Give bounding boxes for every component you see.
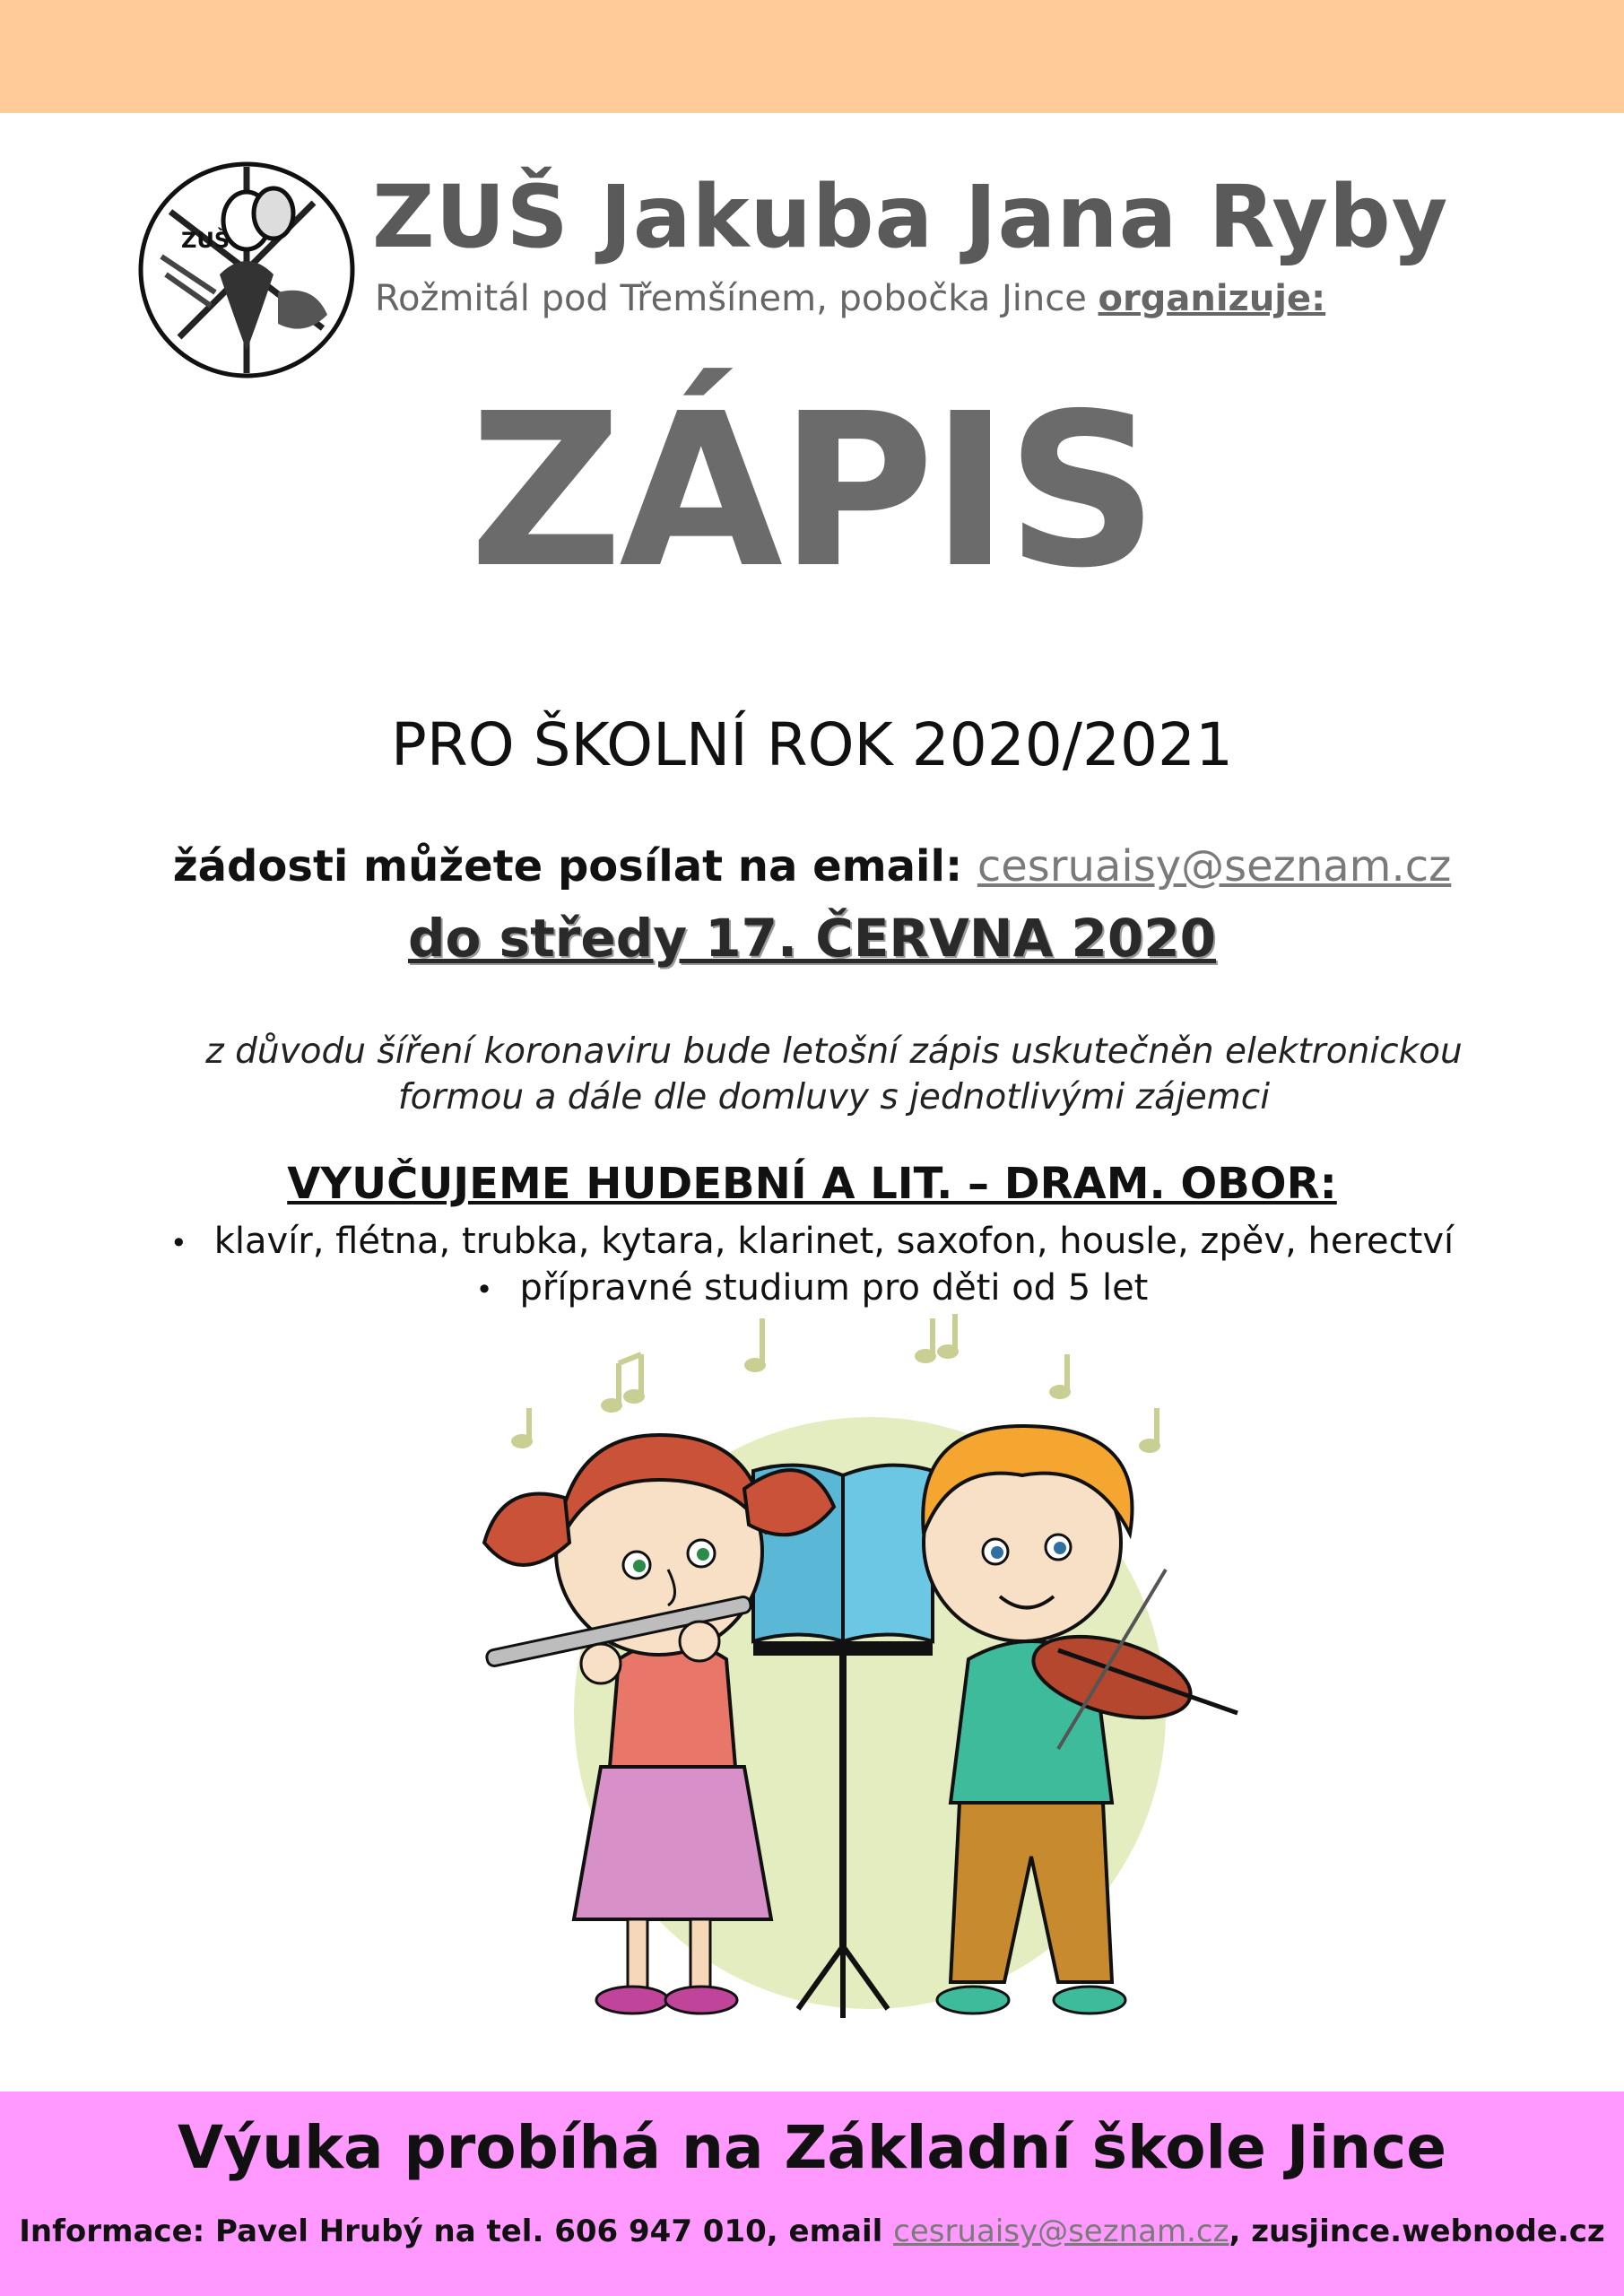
top-color-band <box>0 0 1624 113</box>
email-prompt: žádosti můžete posílat na email: <box>172 841 963 891</box>
email-line <box>0 841 1624 891</box>
note-line: z důvodu šíření koronaviru bude letošní zápis uskutečněn elektronickou <box>205 1031 1463 1072</box>
organizes-label: organizuje: <box>1098 278 1326 319</box>
page-title: ZÁPIS <box>469 368 1155 614</box>
deadline: do středy 17. ČERVNA 2020 <box>408 908 1216 969</box>
footer-separator: , <box>1229 2213 1241 2249</box>
footer-info <box>0 2213 1624 2249</box>
school-subtitle <box>375 278 1325 319</box>
footer-contact: Informace: Pavel Hrubý na tel. 606 947 010, email <box>19 2213 883 2249</box>
email-link[interactable]: cesruaisy@seznam.cz <box>977 841 1452 891</box>
school-year: PRO ŠKOLNÍ ROK 2020/2021 <box>391 710 1233 779</box>
subjects-heading: VYUČUJEME HUDEBNÍ A LIT. – DRAM. OBOR: <box>287 1159 1337 1209</box>
list-item: • klavír, flétna, trubka, kytara, klarinet, saxofon, housle, zpěv, herectví <box>0 1218 1624 1265</box>
school-logo-icon <box>135 158 359 382</box>
subjects-list <box>0 1218 1624 1311</box>
school-name: ZUŠ Jakuba Jana Ryby <box>372 167 1449 267</box>
footer-email-link[interactable]: cesruaisy@seznam.cz <box>893 2213 1229 2249</box>
covid-note <box>161 1030 1507 1120</box>
children-music-illustration <box>466 1300 1273 2036</box>
footer-title: Výuka probíhá na Základní škole Jince <box>178 2113 1446 2182</box>
svg-text:ZUŠ: ZUŠ <box>181 228 230 253</box>
school-location: Rožmitál pod Třemšínem, pobočka Jince <box>375 278 1087 319</box>
list-item: • přípravné studium pro děti od 5 let <box>0 1265 1624 1311</box>
footer-website-link[interactable]: zusjince.webnode.cz <box>1251 2213 1605 2249</box>
note-line: formou a dále dle domluvy s jednotlivými zájemci <box>397 1076 1271 1118</box>
